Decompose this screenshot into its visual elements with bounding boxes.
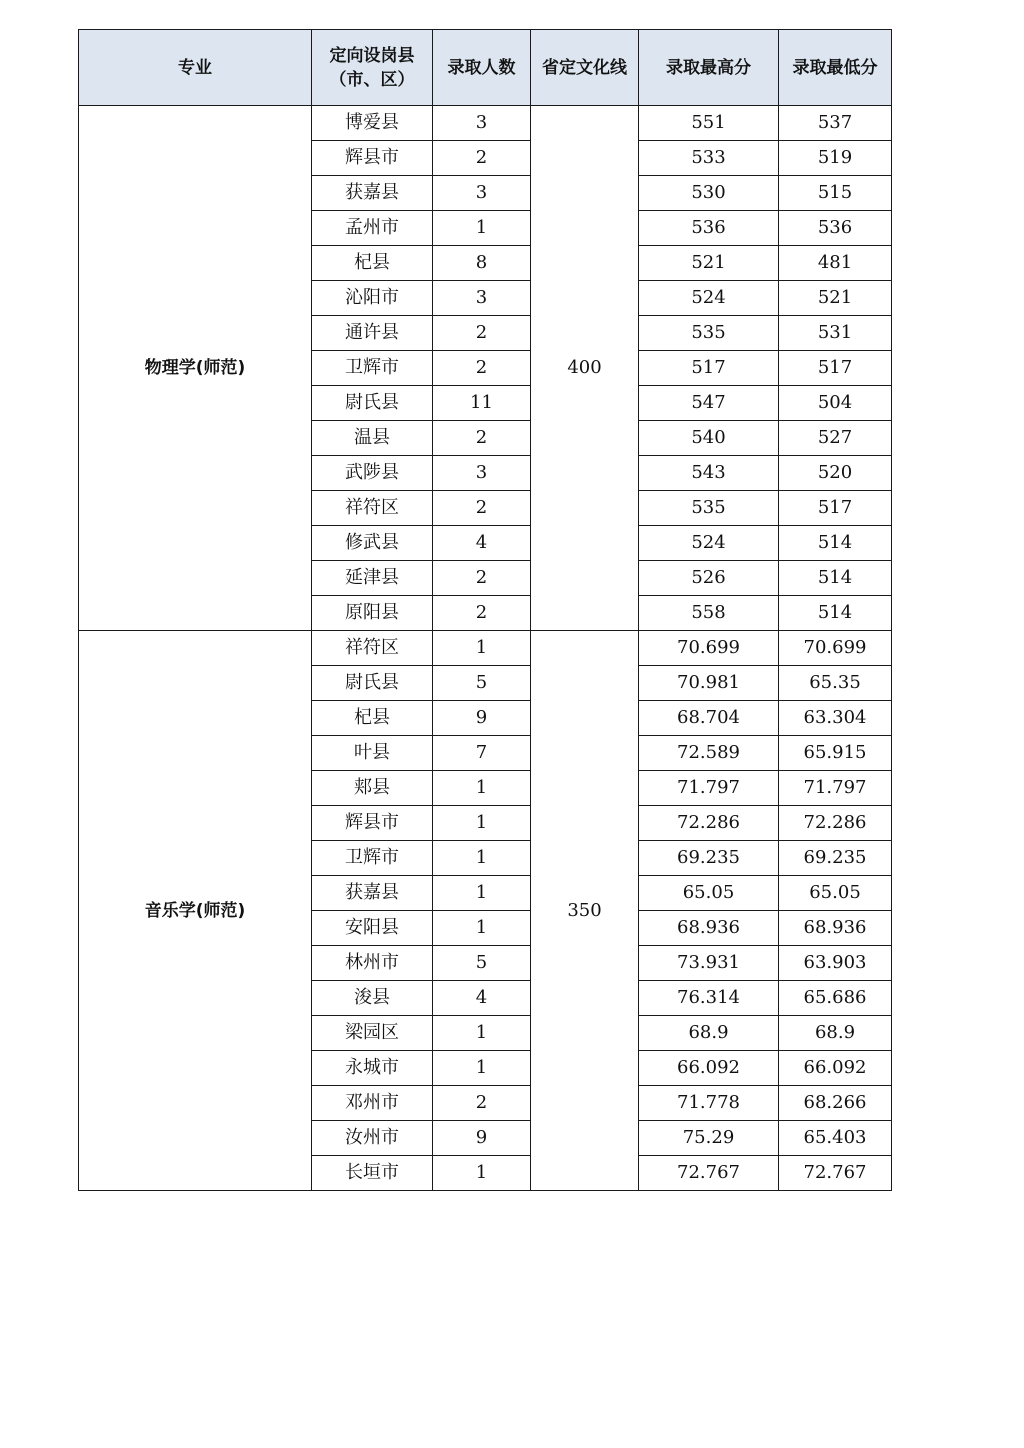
min-score-cell: 69.235 xyxy=(779,841,892,876)
county-cell: 辉县市 xyxy=(312,806,433,841)
enrolled-cell: 1 xyxy=(433,1016,531,1051)
max-score-cell: 535 xyxy=(639,491,779,526)
min-score-cell: 63.304 xyxy=(779,701,892,736)
enrolled-cell: 11 xyxy=(433,386,531,421)
max-score-cell: 65.05 xyxy=(639,876,779,911)
min-score-cell: 504 xyxy=(779,386,892,421)
min-score-cell: 72.767 xyxy=(779,1156,892,1191)
county-cell: 汝州市 xyxy=(312,1121,433,1156)
county-cell: 修武县 xyxy=(312,526,433,561)
min-score-cell: 520 xyxy=(779,456,892,491)
max-score-cell: 558 xyxy=(639,596,779,631)
county-cell: 武陟县 xyxy=(312,456,433,491)
cutoff-cell: 400 xyxy=(531,106,639,631)
min-score-cell: 536 xyxy=(779,211,892,246)
header-major: 专业 xyxy=(79,30,312,106)
max-score-cell: 517 xyxy=(639,351,779,386)
county-cell: 卫辉市 xyxy=(312,351,433,386)
county-cell: 梁园区 xyxy=(312,1016,433,1051)
max-score-cell: 68.704 xyxy=(639,701,779,736)
min-score-cell: 70.699 xyxy=(779,631,892,666)
enrolled-cell: 8 xyxy=(433,246,531,281)
enrolled-cell: 2 xyxy=(433,491,531,526)
max-score-cell: 70.981 xyxy=(639,666,779,701)
enrolled-cell: 3 xyxy=(433,106,531,141)
major-cell: 物理学(师范) xyxy=(79,106,312,631)
max-score-cell: 536 xyxy=(639,211,779,246)
enrolled-cell: 2 xyxy=(433,1086,531,1121)
min-score-cell: 65.05 xyxy=(779,876,892,911)
min-score-cell: 63.903 xyxy=(779,946,892,981)
max-score-cell: 521 xyxy=(639,246,779,281)
county-cell: 尉氏县 xyxy=(312,386,433,421)
min-score-cell: 517 xyxy=(779,351,892,386)
county-cell: 祥符区 xyxy=(312,491,433,526)
table-row xyxy=(79,106,892,141)
enrolled-cell: 1 xyxy=(433,211,531,246)
enrolled-cell: 4 xyxy=(433,981,531,1016)
max-score-cell: 76.314 xyxy=(639,981,779,1016)
min-score-cell: 527 xyxy=(779,421,892,456)
county-cell: 杞县 xyxy=(312,701,433,736)
enrolled-cell: 2 xyxy=(433,561,531,596)
county-cell: 长垣市 xyxy=(312,1156,433,1191)
min-score-cell: 531 xyxy=(779,316,892,351)
header-county-line1: 定向设岗县 xyxy=(329,45,415,66)
min-score-cell: 65.686 xyxy=(779,981,892,1016)
county-cell: 原阳县 xyxy=(312,596,433,631)
max-score-cell: 72.589 xyxy=(639,736,779,771)
county-cell: 杞县 xyxy=(312,246,433,281)
header-min-score: 录取最低分 xyxy=(779,30,892,106)
min-score-cell: 68.936 xyxy=(779,911,892,946)
county-cell: 卫辉市 xyxy=(312,841,433,876)
enrolled-cell: 9 xyxy=(433,1121,531,1156)
county-cell: 通许县 xyxy=(312,316,433,351)
enrolled-cell: 1 xyxy=(433,806,531,841)
county-cell: 邓州市 xyxy=(312,1086,433,1121)
max-score-cell: 551 xyxy=(639,106,779,141)
enrolled-cell: 1 xyxy=(433,841,531,876)
max-score-cell: 69.235 xyxy=(639,841,779,876)
county-cell: 祥符区 xyxy=(312,631,433,666)
max-score-cell: 75.29 xyxy=(639,1121,779,1156)
admission-table xyxy=(78,29,892,1191)
enrolled-cell: 1 xyxy=(433,1156,531,1191)
table-body xyxy=(79,106,892,1191)
min-score-cell: 514 xyxy=(779,561,892,596)
county-cell: 获嘉县 xyxy=(312,876,433,911)
min-score-cell: 519 xyxy=(779,141,892,176)
max-score-cell: 526 xyxy=(639,561,779,596)
county-cell: 延津县 xyxy=(312,561,433,596)
max-score-cell: 72.286 xyxy=(639,806,779,841)
header-enrolled: 录取人数 xyxy=(433,30,531,106)
max-score-cell: 68.936 xyxy=(639,911,779,946)
county-cell: 获嘉县 xyxy=(312,176,433,211)
enrolled-cell: 3 xyxy=(433,456,531,491)
max-score-cell: 535 xyxy=(639,316,779,351)
county-cell: 叶县 xyxy=(312,736,433,771)
min-score-cell: 72.286 xyxy=(779,806,892,841)
cutoff-cell: 350 xyxy=(531,631,639,1191)
max-score-cell: 66.092 xyxy=(639,1051,779,1086)
max-score-cell: 540 xyxy=(639,421,779,456)
county-cell: 温县 xyxy=(312,421,433,456)
min-score-cell: 514 xyxy=(779,596,892,631)
enrolled-cell: 1 xyxy=(433,911,531,946)
header-county xyxy=(312,30,433,106)
min-score-cell: 65.403 xyxy=(779,1121,892,1156)
min-score-cell: 521 xyxy=(779,281,892,316)
min-score-cell: 68.266 xyxy=(779,1086,892,1121)
county-cell: 林州市 xyxy=(312,946,433,981)
county-cell: 永城市 xyxy=(312,1051,433,1086)
min-score-cell: 514 xyxy=(779,526,892,561)
max-score-cell: 530 xyxy=(639,176,779,211)
max-score-cell: 71.797 xyxy=(639,771,779,806)
max-score-cell: 73.931 xyxy=(639,946,779,981)
enrolled-cell: 3 xyxy=(433,176,531,211)
min-score-cell: 537 xyxy=(779,106,892,141)
county-cell: 郏县 xyxy=(312,771,433,806)
max-score-cell: 71.778 xyxy=(639,1086,779,1121)
enrolled-cell: 1 xyxy=(433,1051,531,1086)
header-county-line2: （市、区） xyxy=(329,69,415,90)
min-score-cell: 65.35 xyxy=(779,666,892,701)
header-max-score: 录取最高分 xyxy=(639,30,779,106)
max-score-cell: 70.699 xyxy=(639,631,779,666)
max-score-cell: 543 xyxy=(639,456,779,491)
enrolled-cell: 1 xyxy=(433,876,531,911)
min-score-cell: 68.9 xyxy=(779,1016,892,1051)
enrolled-cell: 9 xyxy=(433,701,531,736)
max-score-cell: 533 xyxy=(639,141,779,176)
enrolled-cell: 2 xyxy=(433,351,531,386)
enrolled-cell: 1 xyxy=(433,771,531,806)
enrolled-cell: 2 xyxy=(433,596,531,631)
min-score-cell: 71.797 xyxy=(779,771,892,806)
min-score-cell: 517 xyxy=(779,491,892,526)
table-header-row xyxy=(79,30,892,106)
min-score-cell: 65.915 xyxy=(779,736,892,771)
max-score-cell: 524 xyxy=(639,526,779,561)
max-score-cell: 524 xyxy=(639,281,779,316)
header-cutoff: 省定文化线 xyxy=(531,30,639,106)
table-row xyxy=(79,631,892,666)
enrolled-cell: 2 xyxy=(433,141,531,176)
min-score-cell: 66.092 xyxy=(779,1051,892,1086)
min-score-cell: 515 xyxy=(779,176,892,211)
max-score-cell: 68.9 xyxy=(639,1016,779,1051)
county-cell: 孟州市 xyxy=(312,211,433,246)
enrolled-cell: 4 xyxy=(433,526,531,561)
enrolled-cell: 3 xyxy=(433,281,531,316)
enrolled-cell: 2 xyxy=(433,316,531,351)
enrolled-cell: 7 xyxy=(433,736,531,771)
max-score-cell: 547 xyxy=(639,386,779,421)
major-cell: 音乐学(师范) xyxy=(79,631,312,1191)
county-cell: 博爱县 xyxy=(312,106,433,141)
county-cell: 辉县市 xyxy=(312,141,433,176)
enrolled-cell: 5 xyxy=(433,666,531,701)
min-score-cell: 481 xyxy=(779,246,892,281)
county-cell: 尉氏县 xyxy=(312,666,433,701)
county-cell: 浚县 xyxy=(312,981,433,1016)
enrolled-cell: 1 xyxy=(433,631,531,666)
county-cell: 沁阳市 xyxy=(312,281,433,316)
enrolled-cell: 5 xyxy=(433,946,531,981)
max-score-cell: 72.767 xyxy=(639,1156,779,1191)
enrolled-cell: 2 xyxy=(433,421,531,456)
county-cell: 安阳县 xyxy=(312,911,433,946)
